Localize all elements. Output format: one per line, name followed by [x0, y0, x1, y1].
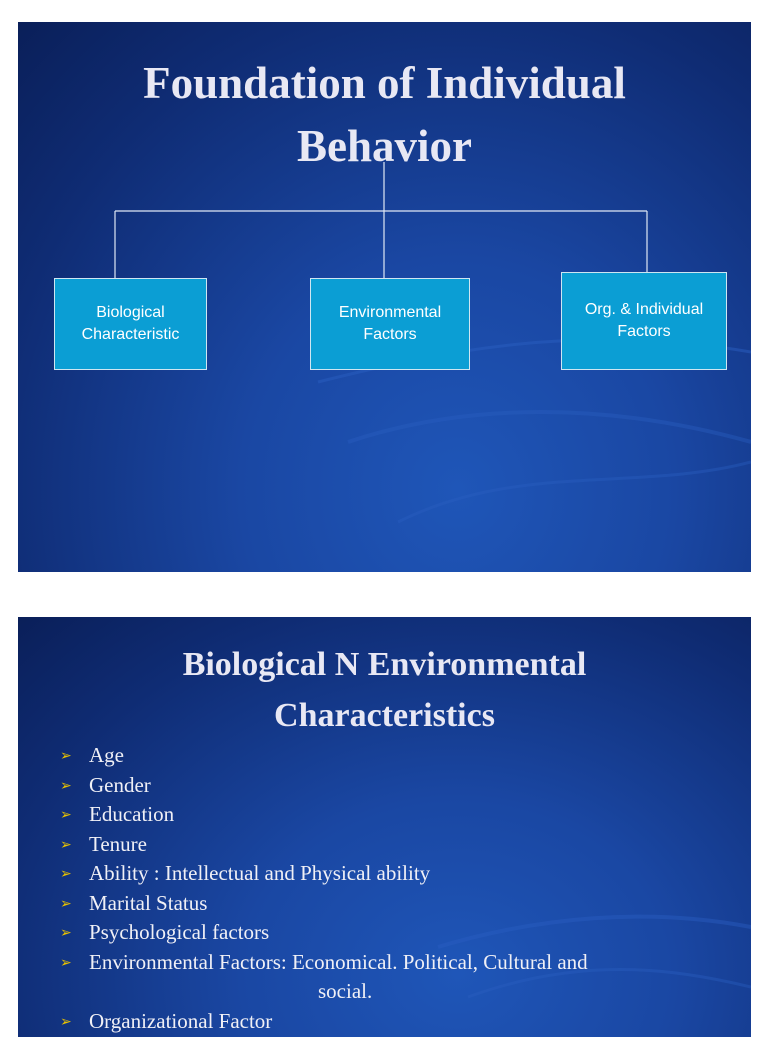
- yellow-arrowhead-icon: ➢: [60, 949, 72, 979]
- yellow-arrowhead-icon: ➢: [60, 772, 72, 802]
- yellow-arrowhead-icon: ➢: [60, 860, 72, 890]
- list-item: [60, 830, 588, 860]
- list-item: [60, 800, 588, 830]
- list-item: [60, 741, 588, 771]
- slide-title-line1: Biological N Environmental: [18, 639, 751, 690]
- list-item-text: Psychological factors: [89, 920, 269, 944]
- slide-title: [18, 639, 751, 741]
- bullet-list: [60, 741, 588, 1036]
- box-label-line1: Biological: [82, 302, 180, 324]
- list-item-text: Marital Status: [89, 891, 207, 915]
- list-item: [60, 771, 588, 801]
- list-item: [60, 859, 588, 889]
- box-label-line1: Org. & Individual: [585, 299, 703, 321]
- box-org-individual-factors: [561, 272, 727, 370]
- yellow-arrowhead-icon: ➢: [60, 919, 72, 949]
- list-item-continuation: social.: [89, 977, 588, 1007]
- list-item-text: Ability : Intellectual and Physical ability: [89, 861, 430, 885]
- box-label-line1: Environmental: [339, 302, 441, 324]
- slide-title-line1: Foundation of Individual: [18, 52, 751, 115]
- yellow-arrowhead-icon: ➢: [60, 890, 72, 920]
- list-item-text: Age: [89, 743, 124, 767]
- box-environmental-factors: [310, 278, 470, 370]
- list-item: [60, 1007, 588, 1037]
- slide-title-line2: Characteristics: [18, 690, 751, 741]
- yellow-arrowhead-icon: ➢: [60, 742, 72, 772]
- box-biological-characteristic: [54, 278, 207, 370]
- slide-foundation-of-individual-behavior: [18, 22, 751, 572]
- box-label-line2: Characteristic: [82, 324, 180, 346]
- list-item-text: Education: [89, 802, 174, 826]
- list-item: [60, 948, 588, 1007]
- box-label-line2: Factors: [585, 321, 703, 343]
- yellow-arrowhead-icon: ➢: [60, 801, 72, 831]
- box-label-line2: Factors: [339, 324, 441, 346]
- slide-title-line2: Behavior: [18, 115, 751, 178]
- list-item: [60, 889, 588, 919]
- slide-biological-environmental-characteristics: [18, 617, 751, 1037]
- list-item-text: Tenure: [89, 832, 147, 856]
- yellow-arrowhead-icon: ➢: [60, 1008, 72, 1037]
- list-item-text: Environmental Factors: Economical. Political, Cultural and: [89, 950, 588, 974]
- list-item: [60, 918, 588, 948]
- list-item-text: Gender: [89, 773, 151, 797]
- list-item-text: Organizational Factor: [89, 1009, 272, 1033]
- yellow-arrowhead-icon: ➢: [60, 831, 72, 861]
